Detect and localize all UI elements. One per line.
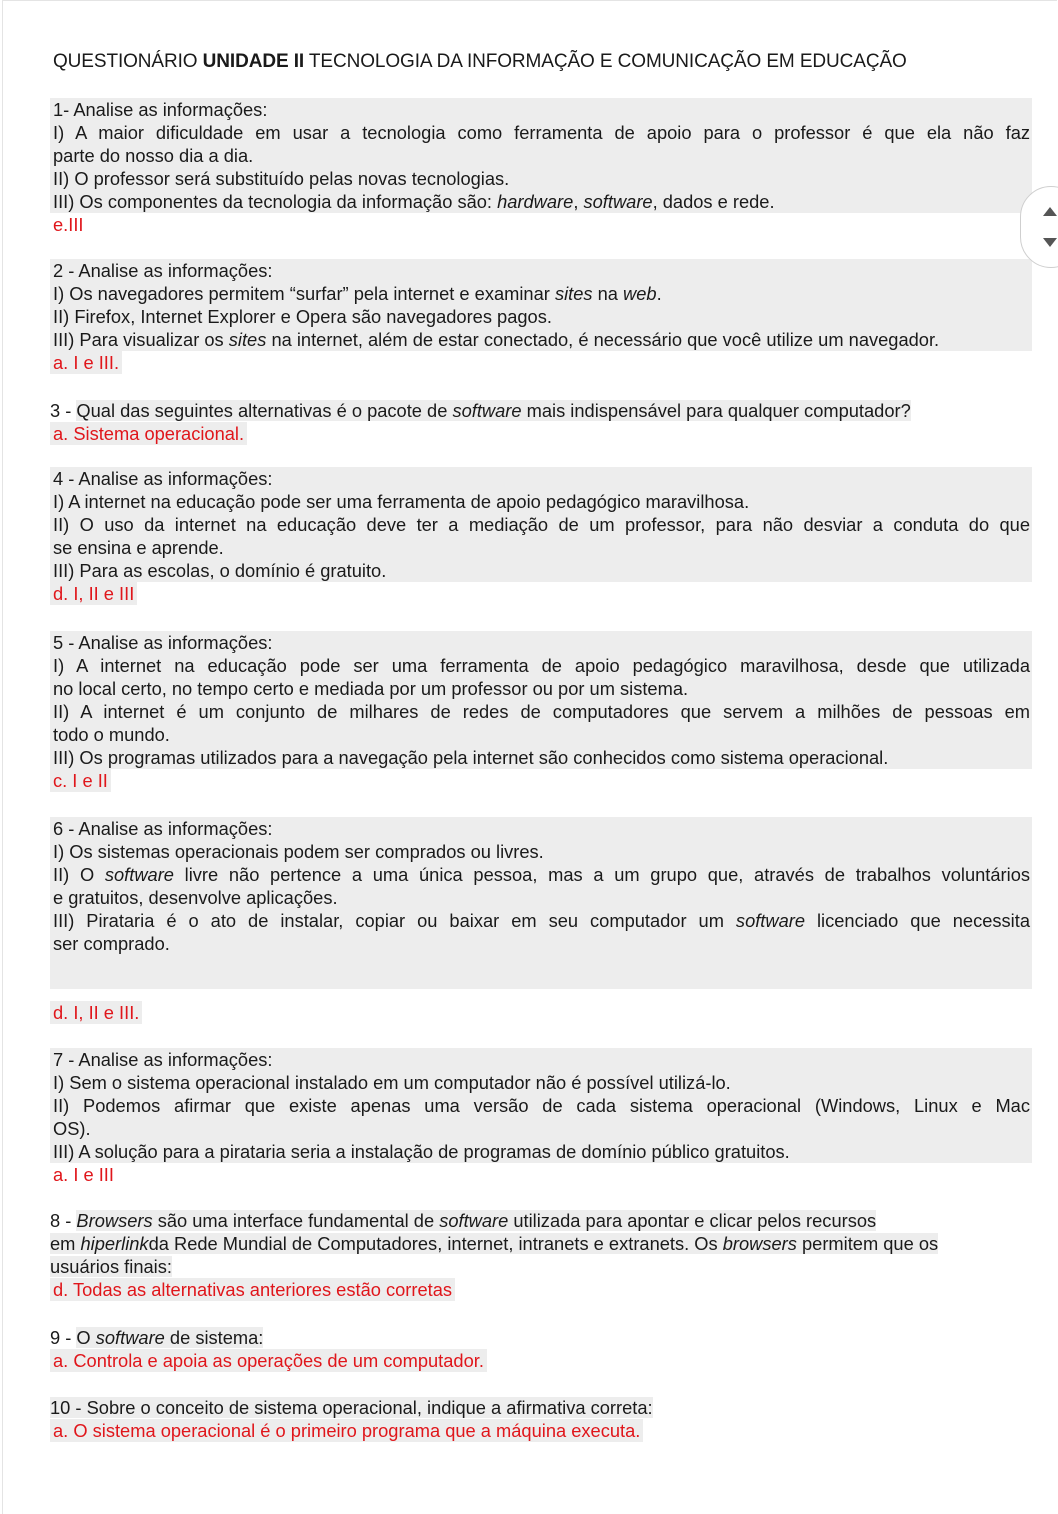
question-text [50, 399, 1032, 422]
text-segment: I) A maior dificuldade em usar a tecnologia como ferramenta de apoio para o professor é que ela não faz [53, 122, 1030, 143]
text-segment: III) Para visualizar os [53, 329, 229, 350]
text-segment: III) Pirataria é o ato de instalar, copiar ou baixar em seu computador um [53, 910, 736, 931]
question-heading [53, 98, 1030, 121]
question-text [50, 1396, 1032, 1419]
question-heading [53, 631, 1030, 654]
question-heading [53, 817, 1030, 840]
text-segment: I) Os sistemas operacionais podem ser comprados ou livres. [53, 841, 544, 862]
scroll-down-icon[interactable] [1043, 238, 1057, 247]
question-text [50, 467, 1032, 582]
question-text [50, 259, 1032, 351]
text-segment: todo o mundo. [53, 724, 170, 745]
question-heading [53, 259, 1030, 282]
question-8 [50, 1209, 1032, 1301]
question-text [50, 98, 1032, 213]
question-text [50, 1326, 1032, 1349]
text-segment: II) O [53, 864, 105, 885]
question-heading [50, 399, 1032, 422]
text-segment: III) Os componentes da tecnologia da informação são: [53, 191, 498, 212]
selected-answer: a. I e III. [50, 351, 122, 374]
statement-line [53, 190, 1030, 213]
selected-answer: d. Todas as alternativas anteriores estão corretas [50, 1278, 455, 1301]
text-segment: livre não pertence a uma única pessoa, mas a um grupo que, através de trabalhos voluntários [173, 864, 1030, 885]
italic-term: software [95, 1327, 165, 1348]
statement-line [53, 1117, 1030, 1140]
text-segment: de sistema: [164, 1327, 264, 1348]
text-segment: 5 - Analise as informações: [53, 632, 273, 653]
statement-line [53, 1140, 1030, 1163]
text-segment: permitem que os [796, 1233, 939, 1254]
selected-answer: a. O sistema operacional é o primeiro programa que a máquina executa. [50, 1419, 643, 1442]
text-segment: da Rede Mundial de Computadores, internet, intranets e extranets. Os [148, 1233, 723, 1254]
text-segment: II) O uso da internet na educação deve ter a mediação de um professor, para não desviar a conduta do que [53, 514, 1030, 535]
text-segment: II) Firefox, Internet Explorer e Opera são navegadores pagos. [53, 306, 552, 327]
text-segment: 3 - [50, 400, 77, 421]
question-text [50, 631, 1032, 769]
statement-line [53, 863, 1030, 886]
statement-line [53, 654, 1030, 677]
text-segment: 8 - [50, 1210, 77, 1231]
text-segment: II) Podemos afirmar que existe apenas uma versão de cada sistema operacional (Windows, Linux e Mac [53, 1095, 1030, 1116]
question-text [50, 1209, 1032, 1278]
scroll-up-icon[interactable] [1043, 207, 1057, 216]
italic-term: Browsers [76, 1210, 153, 1231]
text-segment: em [50, 1233, 81, 1254]
text-segment: I) Os navegadores permitem “surfar” pela internet e examinar [53, 283, 555, 304]
italic-term: software [104, 864, 174, 885]
statement-line [53, 559, 1030, 582]
title-subject: TECNOLOGIA DA INFORMAÇÃO E COMUNICAÇÃO EM EDUCAÇÃO [304, 51, 907, 72]
text-segment: na internet, além de estar conectado, é necessário que você utilize um navegador. [266, 329, 940, 350]
text-segment: parte do nosso dia a dia. [53, 145, 254, 166]
text-segment: OS). [53, 1118, 91, 1139]
italic-term: web [623, 283, 657, 304]
text-segment: , [573, 191, 584, 212]
question-10 [50, 1396, 1032, 1442]
question-text [50, 1048, 1032, 1163]
statement-line [53, 513, 1030, 536]
statement-line [53, 723, 1030, 746]
text-segment: III) Os programas utilizados para a navegação pela internet são conhecidos como sistema operacional. [53, 747, 889, 768]
statement-line [53, 886, 1030, 909]
scroll-control[interactable] [1020, 186, 1058, 268]
statement-line [53, 677, 1030, 700]
question-1 [50, 98, 1032, 236]
question-9 [50, 1326, 1032, 1372]
statement-line [53, 1094, 1030, 1117]
text-segment: são uma interface fundamental de [152, 1210, 440, 1231]
text-segment: II) A internet é um conjunto de milhares de redes de computadores que servem a milhões de pessoas em [53, 701, 1030, 722]
statement-line [53, 282, 1030, 305]
text-segment: 1- Analise as informações: [53, 99, 268, 120]
statement-line [53, 490, 1030, 513]
statement-line [53, 746, 1030, 769]
italic-term: software [452, 400, 522, 421]
text-segment: . [656, 283, 662, 304]
text-segment: ser comprado. [53, 933, 170, 954]
statement-line [53, 840, 1030, 863]
text-segment: III) Para as escolas, o domínio é gratuito. [53, 560, 387, 581]
text-segment: se ensina e aprende. [53, 537, 224, 558]
title-unit: UNIDADE II [202, 51, 305, 72]
statement-line [53, 1071, 1030, 1094]
question-heading [50, 1209, 1032, 1232]
question-5 [50, 631, 1032, 792]
question-3 [50, 399, 1032, 445]
text-segment: 6 - Analise as informações: [53, 818, 273, 839]
statement-line [53, 536, 1030, 559]
italic-term: software [735, 910, 806, 931]
question-2 [50, 259, 1032, 374]
question-heading [53, 1048, 1030, 1071]
text-segment: mais indispensável para qualquer computador? [521, 400, 911, 421]
text-segment: I) A internet na educação pode ser uma ferramenta de apoio pedagógico maravilhosa, desde que utilizada [53, 655, 1030, 676]
italic-term: hardware [497, 191, 574, 212]
statement-line [53, 167, 1030, 190]
selected-answer: e.III [53, 214, 84, 235]
statement-line [53, 328, 1030, 351]
statement-line [53, 932, 1030, 955]
selected-answer: d. I, II e III [50, 582, 137, 605]
text-segment: e gratuitos, desenvolve aplicações. [53, 887, 338, 908]
text-segment: usuários finais: [50, 1256, 172, 1277]
statement-line [53, 700, 1030, 723]
text-segment: licenciado que necessita [805, 910, 1030, 931]
italic-term: software [583, 191, 653, 212]
text-segment: 9 - [50, 1327, 77, 1348]
question-7 [50, 1048, 1032, 1186]
italic-term: sites [554, 283, 593, 304]
text-segment: I) A internet na educação pode ser uma ferramenta de apoio pedagógico maravilhosa. [53, 491, 750, 512]
text-segment: utilizada para apontar e clicar pelos recursos [508, 1210, 877, 1231]
italic-term: sites [228, 329, 267, 350]
question-4 [50, 467, 1032, 605]
question-heading [53, 467, 1030, 490]
question-heading [50, 1326, 1032, 1349]
text-segment: III) A solução para a pirataria seria a instalação de programas de domínio público gratuitos. [53, 1141, 790, 1162]
selected-answer: a. I e III [53, 1164, 114, 1185]
text-segment: 2 - Analise as informações: [53, 260, 273, 281]
selected-answer: c. I e II [50, 769, 111, 792]
text-segment: I) Sem o sistema operacional instalado em um computador não é possível utilizá-lo. [53, 1072, 731, 1093]
question-text [50, 817, 1032, 989]
text-segment: II) O professor será substituído pelas novas tecnologias. [53, 168, 510, 189]
italic-term: hiperlink [80, 1233, 149, 1254]
selected-answer: a. Controla e apoia as operações de um computador. [50, 1349, 487, 1372]
question-6 [50, 817, 1032, 1024]
text-segment: O [76, 1327, 96, 1348]
selected-answer: a. Sistema operacional. [50, 422, 247, 445]
statement-line [53, 144, 1030, 167]
statement-line [53, 305, 1030, 328]
statement-line [53, 909, 1030, 932]
italic-term: browsers [722, 1233, 797, 1254]
statement-line [53, 121, 1030, 144]
title-prefix: QUESTIONÁRIO [53, 51, 203, 72]
text-segment: Qual das seguintes alternativas é o pacote de [76, 400, 453, 421]
question-heading [50, 1396, 1032, 1419]
text-segment: na [592, 283, 624, 304]
text-segment: 10 - Sobre o conceito de sistema operacional, indique a afirmativa correta: [50, 1397, 653, 1418]
italic-term: software [439, 1210, 509, 1231]
statement-line [50, 1232, 1032, 1255]
selected-answer: d. I, II e III. [50, 1001, 142, 1024]
text-segment: , dados e rede. [652, 191, 775, 212]
document-title [53, 51, 907, 73]
text-segment: 4 - Analise as informações: [53, 468, 273, 489]
statement-line [50, 1255, 1032, 1278]
text-segment: no local certo, no tempo certo e mediada por um professor ou por um sistema. [53, 678, 689, 699]
text-segment: 7 - Analise as informações: [53, 1049, 273, 1070]
